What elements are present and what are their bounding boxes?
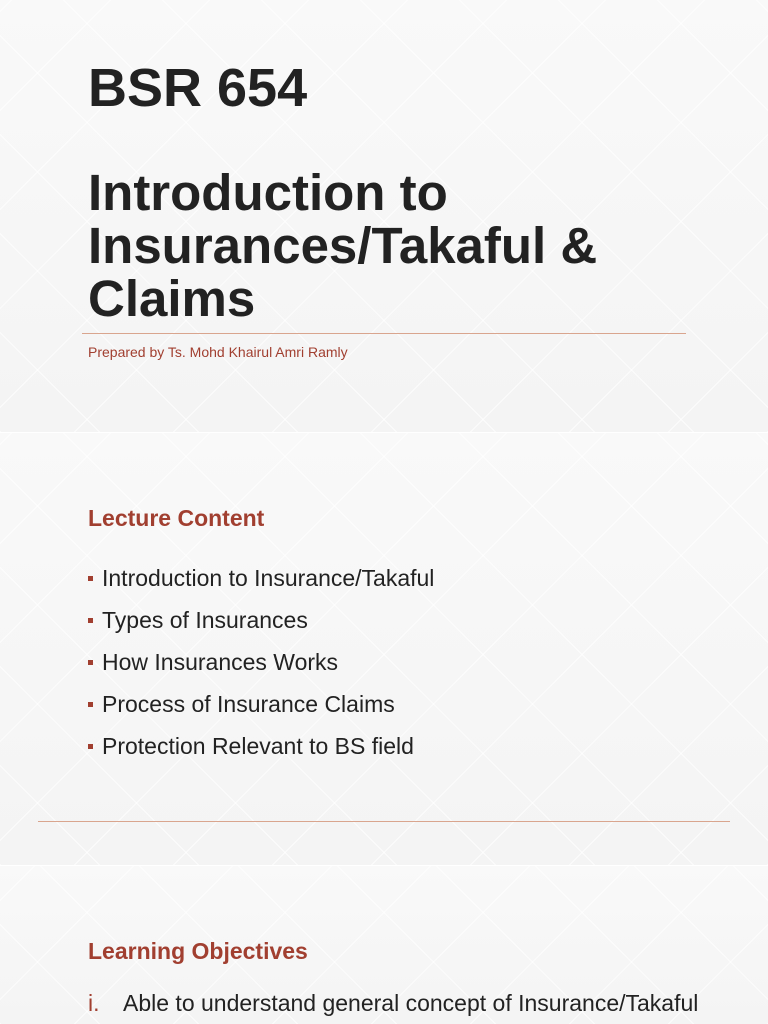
objective-item bbox=[88, 988, 728, 1018]
list-item-label: Protection Relevant to BS field bbox=[102, 732, 414, 759]
lecture-content-slide bbox=[0, 433, 768, 865]
list-item bbox=[88, 599, 434, 641]
lecture-content-list bbox=[88, 557, 434, 767]
lecture-content-heading: Lecture Content bbox=[88, 505, 265, 531]
square-bullet-icon bbox=[88, 660, 93, 665]
content-divider bbox=[38, 821, 730, 822]
course-title: Introduction to Insurances/Takaful & Claims bbox=[88, 164, 598, 327]
learning-objectives-heading: Learning Objectives bbox=[88, 938, 308, 964]
course-code: BSR 654 bbox=[88, 58, 308, 118]
title-slide bbox=[0, 0, 768, 432]
title-divider bbox=[82, 333, 686, 334]
objective-text: Able to understand general concept of Insurance/Takaful bbox=[123, 990, 699, 1016]
list-item bbox=[88, 557, 434, 599]
square-bullet-icon bbox=[88, 618, 93, 623]
list-item bbox=[88, 725, 434, 767]
list-item bbox=[88, 641, 434, 683]
author-byline: Prepared by Ts. Mohd Khairul Amri Ramly bbox=[88, 344, 348, 360]
list-item bbox=[88, 683, 434, 725]
square-bullet-icon bbox=[88, 702, 93, 707]
list-item-label: How Insurances Works bbox=[102, 648, 339, 675]
list-item-label: Types of Insurances bbox=[102, 606, 308, 633]
list-item-label: Introduction to Insurance/Takaful bbox=[102, 564, 435, 591]
objective-number: i. bbox=[88, 990, 100, 1016]
list-item-label: Process of Insurance Claims bbox=[102, 690, 395, 717]
square-bullet-icon bbox=[88, 576, 93, 581]
learning-objectives-slide bbox=[0, 866, 768, 1024]
square-bullet-icon bbox=[88, 744, 93, 749]
